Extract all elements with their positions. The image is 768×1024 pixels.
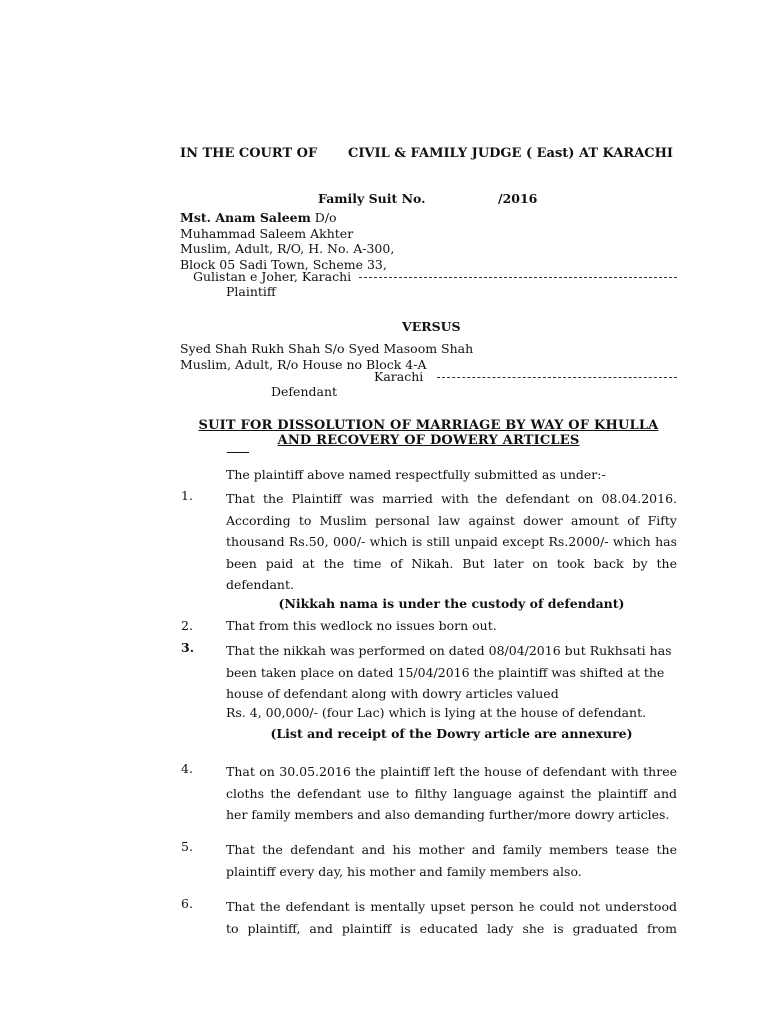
defendant-line: Syed Shah Rukh Shah S/o Syed Masoom Shah (180, 341, 474, 356)
intro-text: The plaintiff above named respectfully submitted as under:- (226, 467, 606, 482)
plaintiff-relation: D/o (310, 210, 337, 225)
suit-number (318, 191, 558, 206)
paragraph-extra: Rs. 4, 00,000/- (four Lac) which is lying at the house of defendant. (226, 705, 647, 720)
versus-heading: VERSUS (402, 319, 461, 334)
paragraph-number: 6. (181, 896, 193, 911)
court-name: CIVIL & FAMILY JUDGE ( East) AT KARACHI (348, 146, 674, 161)
dash-line (359, 277, 677, 278)
suit-year: /2016 (498, 191, 538, 206)
plaintiff-line: Block 05 Sadi Town, Scheme 33, (180, 256, 387, 272)
paragraph-text: That from this wedlock no issues born out. (226, 618, 497, 633)
plaintiff-city: Gulistan e Joher, Karachi (193, 269, 352, 284)
paragraph-number: 3. (181, 640, 195, 655)
plaintiff-name: Mst. Anam Saleem (180, 210, 311, 225)
paragraph-text: That the defendant is mentally upset person he could not understood to plaintiff, and plaintiff is educated lady she is graduated from (226, 899, 677, 936)
plaintiff-block (180, 210, 394, 272)
paragraph-note: (Nikkah nama is under the custody of defendant) (278, 596, 625, 611)
paragraph-number: 1. (181, 488, 193, 503)
paragraph-number: 2. (181, 618, 193, 633)
defendant-role: Defendant (271, 384, 338, 399)
suit-title-line: AND RECOVERY OF DOWERY ARTICLES (277, 433, 580, 448)
paragraph-text: That the Plaintiff was married with the defendant on 08.04.2016. According to Muslim personal law against dower amount of Fifty thousand Rs.50, 000/- which is still unpaid except Rs.2000/- which has been paid at the time of Nikah. But later on took back by the defendant. (226, 491, 677, 592)
underline-mark (227, 452, 249, 453)
court-prefix: IN THE COURT OF (180, 146, 318, 161)
suit-title (180, 418, 677, 448)
paragraph-text: That the nikkah was performed on dated 08/04/2016 but Rukhsati has been taken place on dated 15/04/2016 the plaintiff was shifted at the house of defendant along with dowry articles valued (226, 643, 672, 701)
plaintiff-line: Muhammad Saleem Akhter (180, 225, 354, 241)
paragraph-number: 4. (181, 761, 193, 776)
paragraph-text: That on 30.05.2016 the plaintiff left the house of defendant with three cloths the defendant use to filthy language against the plaintiff and her family members and also demanding further/more dowry articles. (226, 764, 677, 822)
defendant-address-row (374, 369, 677, 384)
suit-title-line: SUIT FOR DISSOLUTION OF MARRIAGE BY WAY OF KHULLA (198, 418, 659, 433)
suit-label: Family Suit No. (318, 191, 426, 206)
paragraph-note: (List and receipt of the Dowry article are annexure) (270, 726, 633, 741)
plaintiff-name-line (180, 210, 394, 226)
paragraph-text: That the defendant and his mother and family members tease the plaintiff every day, his mother and family members also. (226, 842, 677, 879)
defendant-city: Karachi (374, 369, 424, 384)
plaintiff-line: Muslim, Adult, R/O, H. No. A-300, (180, 241, 395, 256)
defendant-block (180, 341, 473, 372)
defendant-line: Muslim, Adult, R/o House no Block 4-A (180, 356, 427, 372)
plaintiff-address-row (180, 269, 677, 284)
dash-line (437, 377, 677, 378)
plaintiff-role: Plaintiff (226, 284, 276, 299)
paragraph-number: 5. (181, 839, 193, 854)
